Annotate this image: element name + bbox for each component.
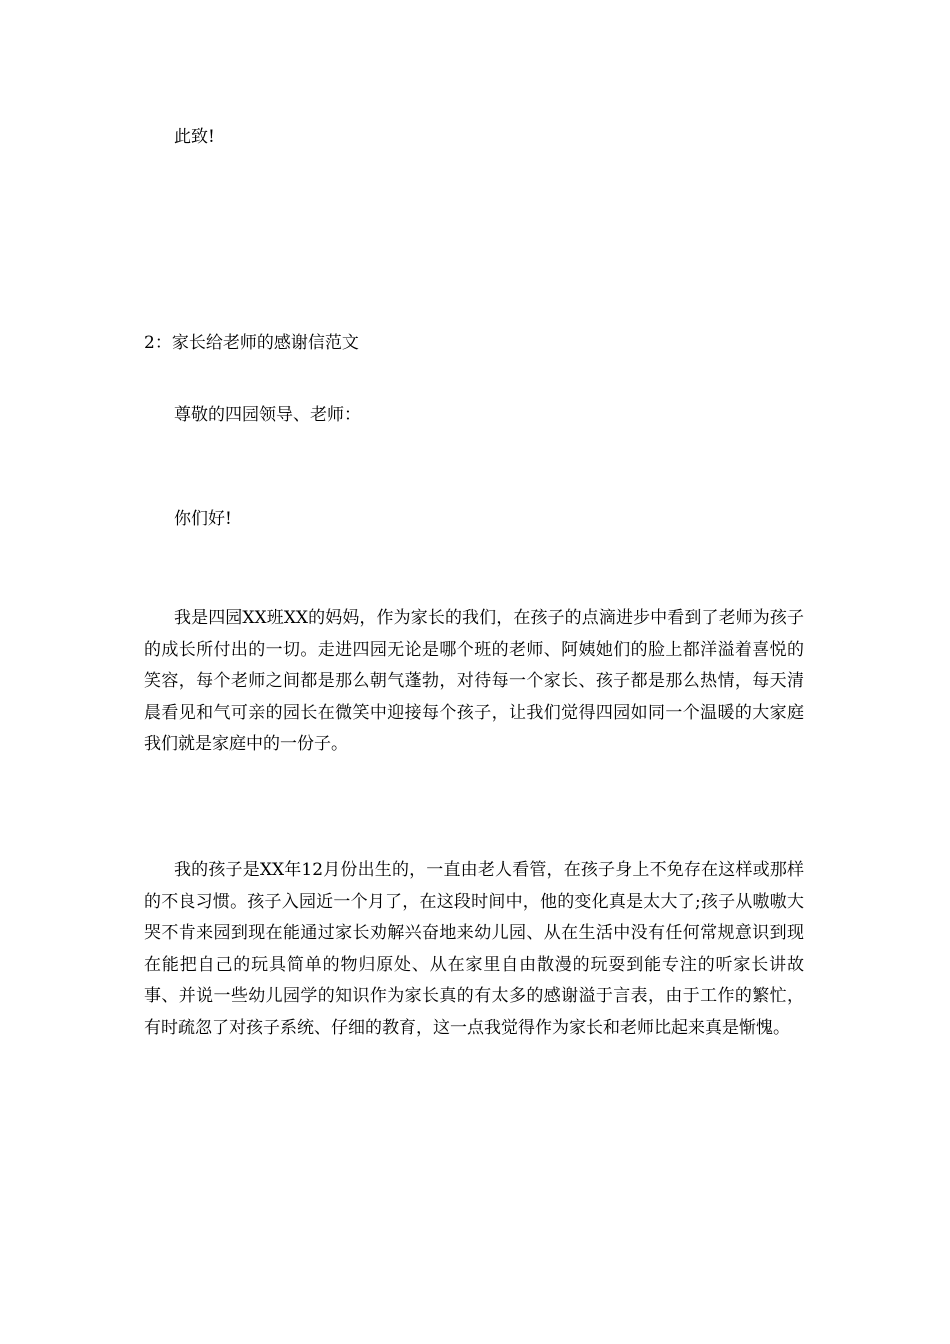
body-paragraph-1: 我是四园XX班XX的妈妈，作为家长的我们，在孩子的点滴进步中看到了老师为孩子的成长所付出的一切。走进四园无论是哪个班的老师、阿姨她们的脸上都洋溢着喜悦的笑容，每个老师之间都是那么朝气蓬勃，对待每一个家长、孩子都是那么热情，每天清晨看见和气可亲的园长在微笑中迎接每个孩子，让我们觉得四园如同一个温暖的大家庭我们就是家庭中的一份子。 <box>144 608 804 754</box>
salutation-text: 尊敬的四园领导、老师： <box>174 405 361 425</box>
body-paragraph-2: 我的孩子是XX年12月份出生的，一直由老人看管，在孩子身上不免存在这样或那样的不良习惯。孩子入园近一个月了，在这段时间中，他的变化真是太大了;孩子从嗷嗷大哭不肯来园到现在能通过家长劝解兴奋地来幼儿园、从在生活中没有任何常规意识到现在能把自己的玩具简单的物归原处、从在家里自由散漫的玩耍到能专注的听家长讲故事、并说一些幼儿园学的知识作为家长真的有太多的感谢溢于言表，由于工作的繁忙，有时疏忽了对孩子系统、仔细的教育，这一点我觉得作为家长和老师比起来真是惭愧。 <box>144 860 804 1038</box>
section-heading: 2：家长给老师的感谢信范文 <box>144 333 359 353</box>
greeting-text: 你们好! <box>174 509 232 529</box>
closing-text: 此致! <box>174 127 215 147</box>
